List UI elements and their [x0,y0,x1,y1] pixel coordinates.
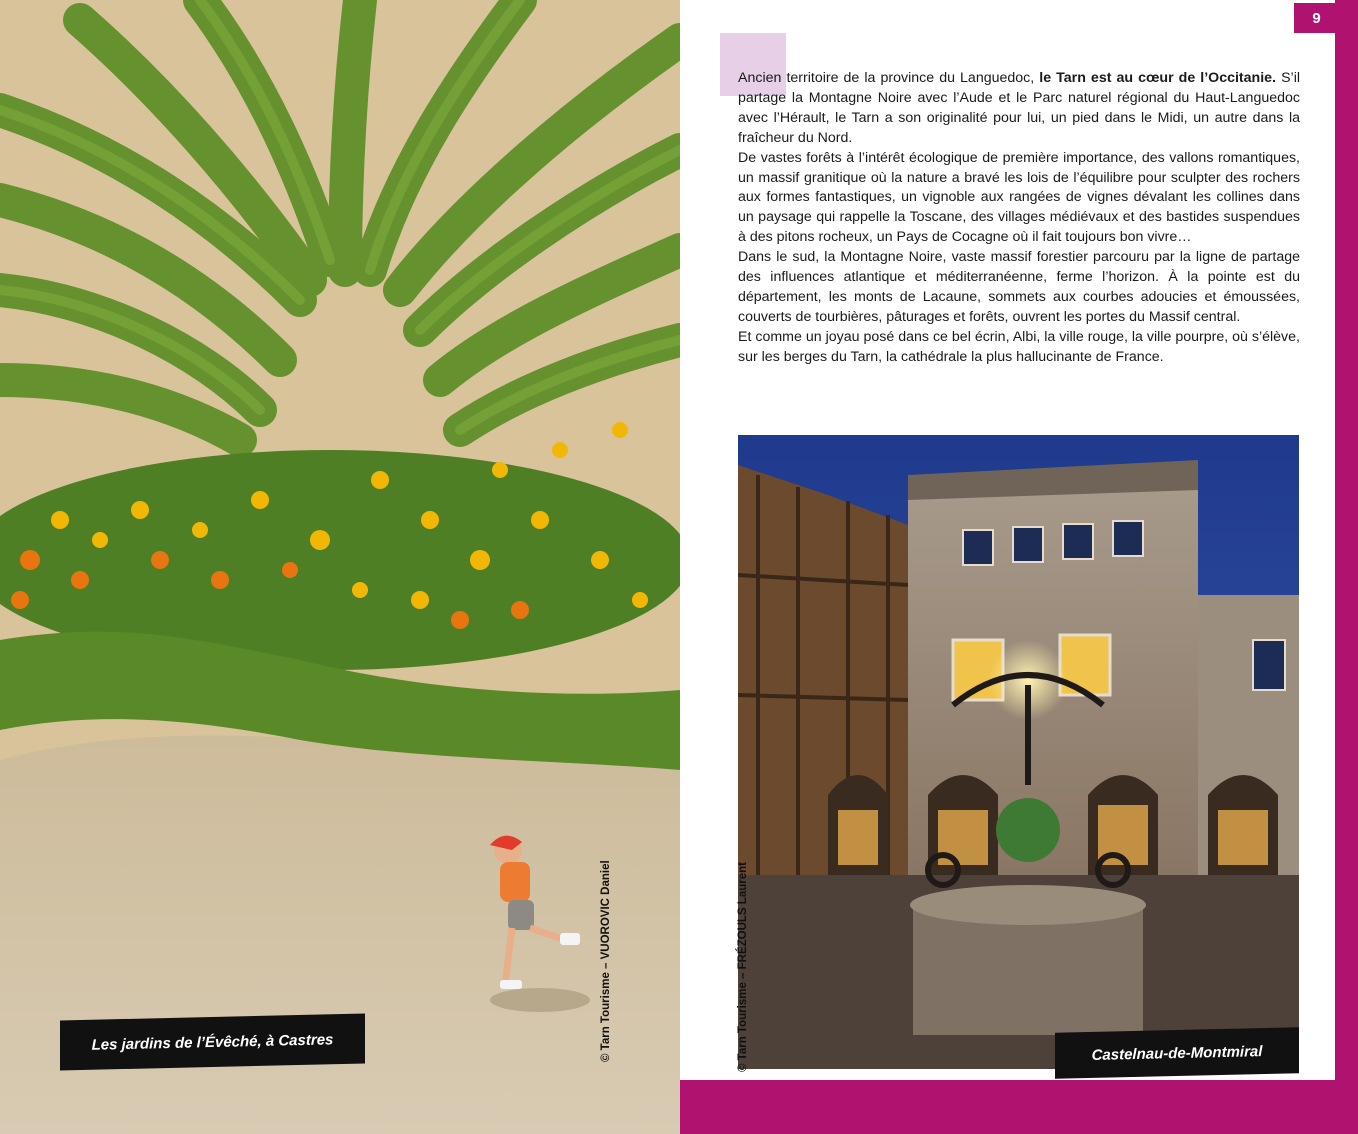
left-photo-caption: Les jardins de l’Évêché, à Castres [60,1014,365,1071]
village-photo [738,435,1299,1069]
left-photo-credit: © Tarn Tourisme – VUOROVIC Daniel [600,860,612,1062]
intro-paragraph-1-rest: S’il partage la Montagne Noire avec l’Aude et le Parc naturel régional du Haut-Languedoc avec l’Hérault, le Tarn a son originalité pour lui, un pied dans le Midi, un autre dans la fraîcheur du Nord. [738,70,1300,146]
page-edge-bar [1335,0,1358,1134]
intro-paragraph-3: Dans le sud, la Montagne Noire, vaste massif forestier parcouru par la ligne de partage des influences atlantique et méditerranéenne, ferme l’horizon. À la pointe est du département, les monts de Lacaune, sommets aux courbes adoucies et émoussées, couverts de tourbières, pâturages et forêts, ouvrent les portes du Massif central. [738,249,1300,325]
page-number: 9 [1294,3,1339,33]
intro-paragraph-4: Et comme un joyau posé dans ce bel écrin, Albi, la ville rouge, la ville pourpre, où s’élève, sur les berges du Tarn, la cathédrale la plus hallucinante de France. [738,328,1300,365]
intro-paragraph-1 [738,69,1300,149]
intro-paragraph-2: De vastes forêts à l’intérêt écologique de première importance, des vallons romantiques, un massif granitique où la nature a bravé les lois de l’équilibre pour sculpter des rochers aux formes fantastiques, un vignoble aux rangées de vignes dévalant les collines dans un paysage qui rappelle la Toscane, des villages médiévaux et des bastides suspendues à des pitons rocheux, un Pays de Cocagne où il fait toujours bon vivre… [738,149,1300,246]
intro-lead-bold: le Tarn est au cœur de l’Occitanie. [1039,70,1276,86]
right-photo-credit: © Tarn Tourisme – FRÉZOULS Laurent [737,862,749,1072]
village-illustration [738,435,1299,1069]
page-bottom-bar [680,1080,1358,1134]
intro-text [738,69,1300,368]
right-photo-caption: Castelnau-de-Montmiral [1055,1027,1299,1079]
intro-lead: Ancien territoire de la province du Languedoc, [738,70,1040,86]
